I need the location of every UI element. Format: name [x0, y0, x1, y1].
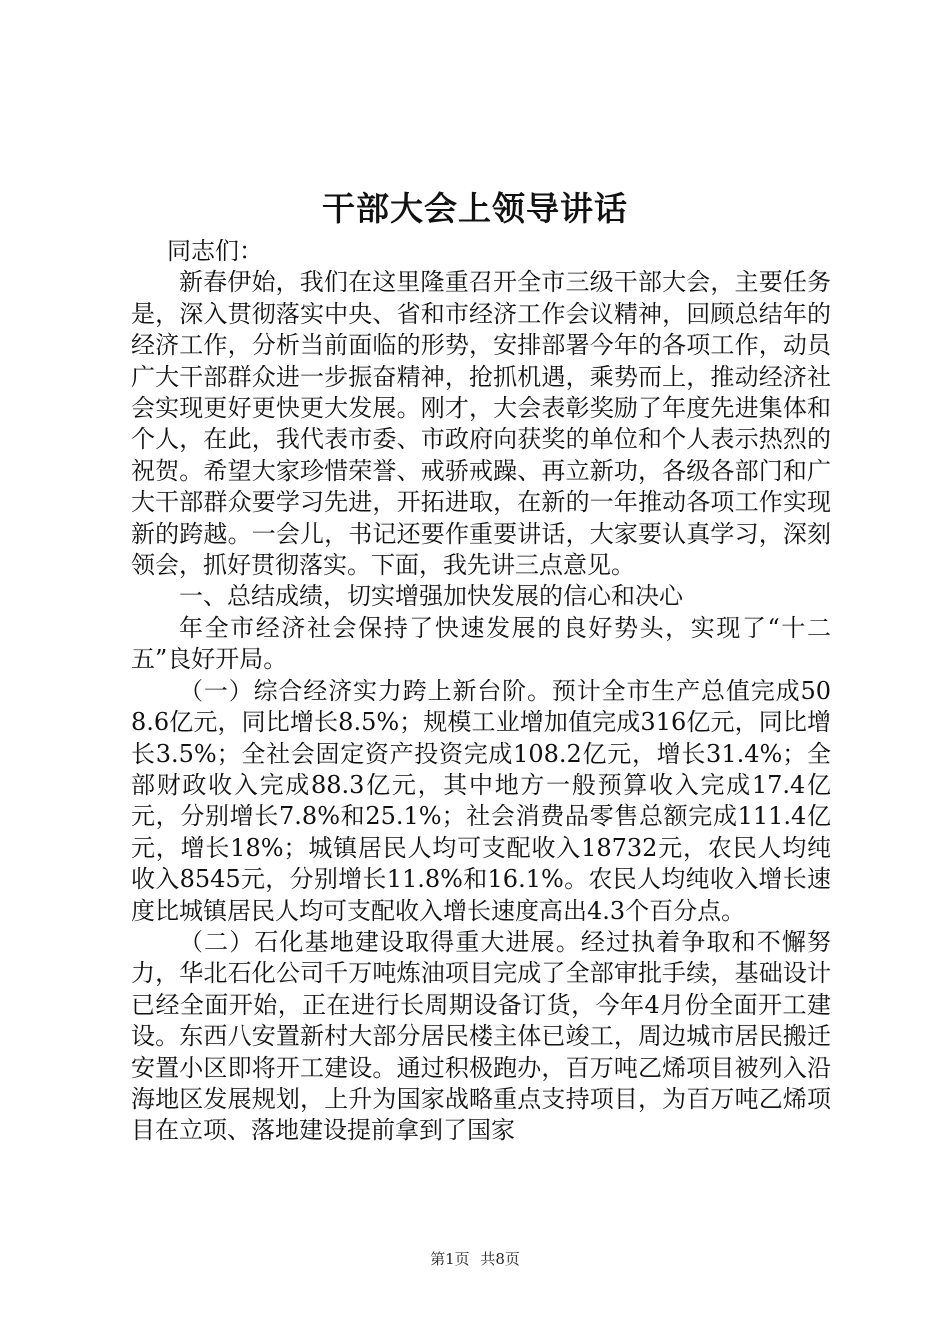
page-footer [0, 1248, 950, 1269]
document-title: 干部大会上领导讲话 [322, 189, 628, 228]
document-body [131, 236, 831, 1147]
page-number: 第1页 [430, 1250, 470, 1268]
paragraph-economic-strength: （一）综合经济实力跨上新台阶。预计全市生产总值完成508.6亿元，同比增长8.5%；规模工业增加值完成316亿元，同比增长3.5%；全社会固定资产投资完成108.2亿元，增长31.4%；全部财政收入完成88.3亿元，其中地方一般预算收入完成17.4亿元，分别增长7.8%和25.1%；社会消费品零售总额完成111.4亿元，增长18%；城镇居民人均可支配收入18732元，农民人均纯收入8545元，分别增长11.8%和16.1%。农民人均纯收入增长速度比城镇居民人均可支配收入增长速度高出4.3个百分点。 [131, 676, 831, 925]
salutation: 同志们： [167, 237, 263, 265]
paragraph-intro: 新春伊始，我们在这里隆重召开全市三级干部大会，主要任务是，深入贯彻落实中央、省和市经济工作会议精神，回顾总结年的经济工作，分析当前面临的形势，安排部署今年的各项工作，动员广大干部群众进一步振奋精神，抢抓机遇，乘势而上，推动经济社会实现更好更快更大发展。刚才，大会表彰奖励了年度先进集体和个人，在此，我代表市委、市政府向获奖的单位和个人表示热烈的祝贺。希望大家珍惜荣誉、戒骄戒躁、再立新功，各级各部门和广大干部群众要学习先进，开拓进取，在新的一年推动各项工作实现新的跨越。一会儿，书记还要作重要讲话，大家要认真学习，深刻领会，抓好贯彻落实。下面，我先讲三点意见。 [131, 268, 831, 580]
paragraph-section-1-lead: 年全市经济社会保持了快速发展的良好势头，实现了“十二五”良好开局。 [131, 613, 831, 674]
paragraph-petrochemical-base: （二）石化基地建设取得重大进展。经过执着争取和不懈努力，华北石化公司千万吨炼油项目完成了全部审批手续，基础设计已经全面开始，正在进行长周期设备订货，今年4月份全面开工建设。东西八安置新村大部分居民楼主体已竣工，周边城市居民搬迁安置小区即将开工建设。通过积极跑办，百万吨乙烯项目被列入沿海地区发展规划，上升为国家战略重点支持项目，为百万吨乙烯项目在立项、落地建设提前拿到了国家 [131, 927, 831, 1145]
section-heading-1: 一、总结成绩，切实增强加快发展的信心和决心 [179, 582, 683, 611]
page-total: 共8页 [480, 1250, 520, 1268]
